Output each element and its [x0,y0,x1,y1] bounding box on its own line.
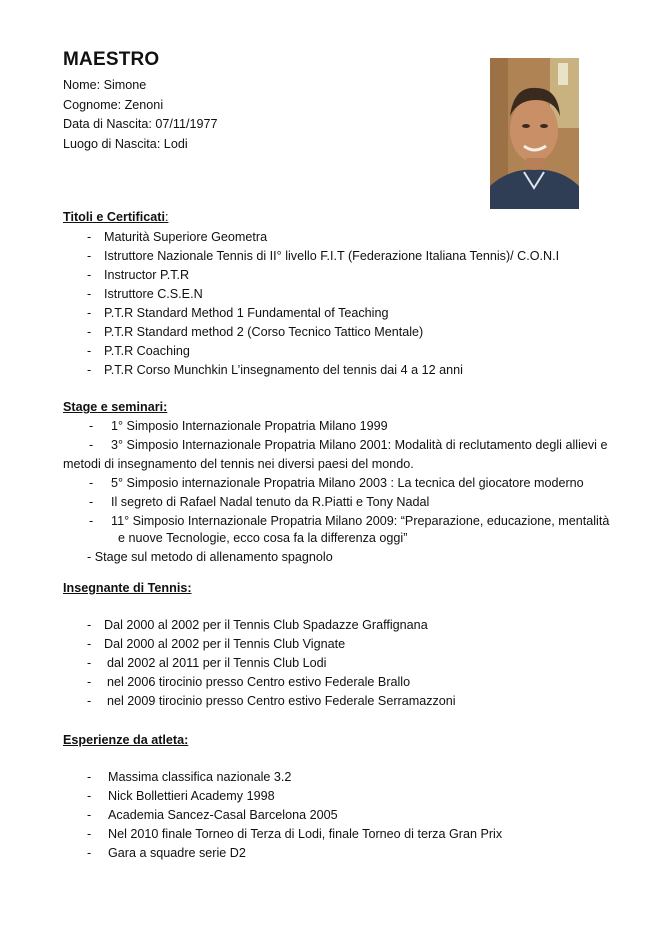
esperienze-list [87,768,502,863]
list-item: - Istruttore Nazionale Tennis di II° livello F.I.T (Federazione Italiana Tennis)/ C.O.N.I [87,249,560,263]
list-item-continuation: e nuove Tecnologie, ecco cosa fa la differenza oggi” [118,531,408,545]
list-item: - Instructor P.T.R [87,268,190,282]
list-item: - nel 2006 tirocinio presso Centro estivo Federale Brallo [87,675,411,689]
list-item: - P.T.R Standard Method 1 Fundamental of Teaching [87,306,389,320]
info-nome: Nome: Simone [63,78,147,92]
list-item: - dal 2002 al 2011 per il Tennis Club Lodi [87,656,327,670]
list-item: - Academia Sancez-Casal Barcelona 2005 [87,808,338,822]
info-cognome: Cognome: Zenoni [63,97,164,112]
titoli-heading: Titoli e Certificati: [63,210,169,224]
list-item: - Nick Bollettieri Academy 1998 [87,789,275,803]
list-item: - 3° Simposio Internazionale Propatria Milano 2001: Modalità di reclutamento degli allievi e [89,438,608,452]
profile-photo [490,58,579,209]
list-item: - Stage sul metodo di allenamento spagnolo [87,550,333,564]
info-data-nascita: Data di Nascita: 07/11/1977 [63,117,218,132]
list-item: - Nel 2010 finale Torneo di Terza di Lodi, finale Torneo di terza Gran Prix [87,827,503,841]
list-item: - 11° Simposio Internazionale Propatria Milano 2009: “Preparazione, educazione, mentalità [89,514,610,528]
list-item: - Maturità Superiore Geometra [87,230,268,244]
list-item: - nel 2009 tirocinio presso Centro estivo Federale Serramazzoni [87,694,456,708]
list-item: - 1° Simposio Internazionale Propatria Milano 1999 [89,419,388,433]
esperienze-heading: Esperienze da atleta: [63,733,189,747]
list-item: - Dal 2000 al 2002 per il Tennis Club Vignate [87,637,346,651]
list-item: - Dal 2000 al 2002 per il Tennis Club Spadazze Graffignana [87,618,428,632]
personal-info [63,76,218,154]
stage-list [63,417,623,567]
list-item: - P.T.R Standard method 2 (Corso Tecnico Tattico Mentale) [87,325,424,339]
insegnante-heading: Insegnante di Tennis: [63,581,192,595]
list-item: - P.T.R Corso Munchkin L’insegnamento del tennis dai 4 a 12 anni [87,363,463,377]
list-item: - Gara a squadre serie D2 [87,846,246,860]
list-item: - 5° Simposio internazionale Propatria Milano 2003 : La tecnica del giocatore moderno [89,476,584,490]
page-title: MAESTRO [63,49,160,70]
portrait-image [490,58,579,209]
list-item: - Il segreto di Rafael Nadal tenuto da R.Piatti e Tony Nadal [89,495,430,509]
list-item-continuation: metodi di insegnamento del tennis nei diversi paesi del mondo. [63,457,414,471]
titoli-list [87,228,559,380]
info-luogo-nascita: Luogo di Nascita: Lodi [63,136,188,151]
list-item: - Istruttore C.S.E.N [87,287,203,301]
insegnante-list [87,616,456,711]
stage-heading: Stage e seminari: [63,400,168,414]
list-item: - Massima classifica nazionale 3.2 [87,770,292,784]
list-item: - P.T.R Coaching [87,344,190,358]
